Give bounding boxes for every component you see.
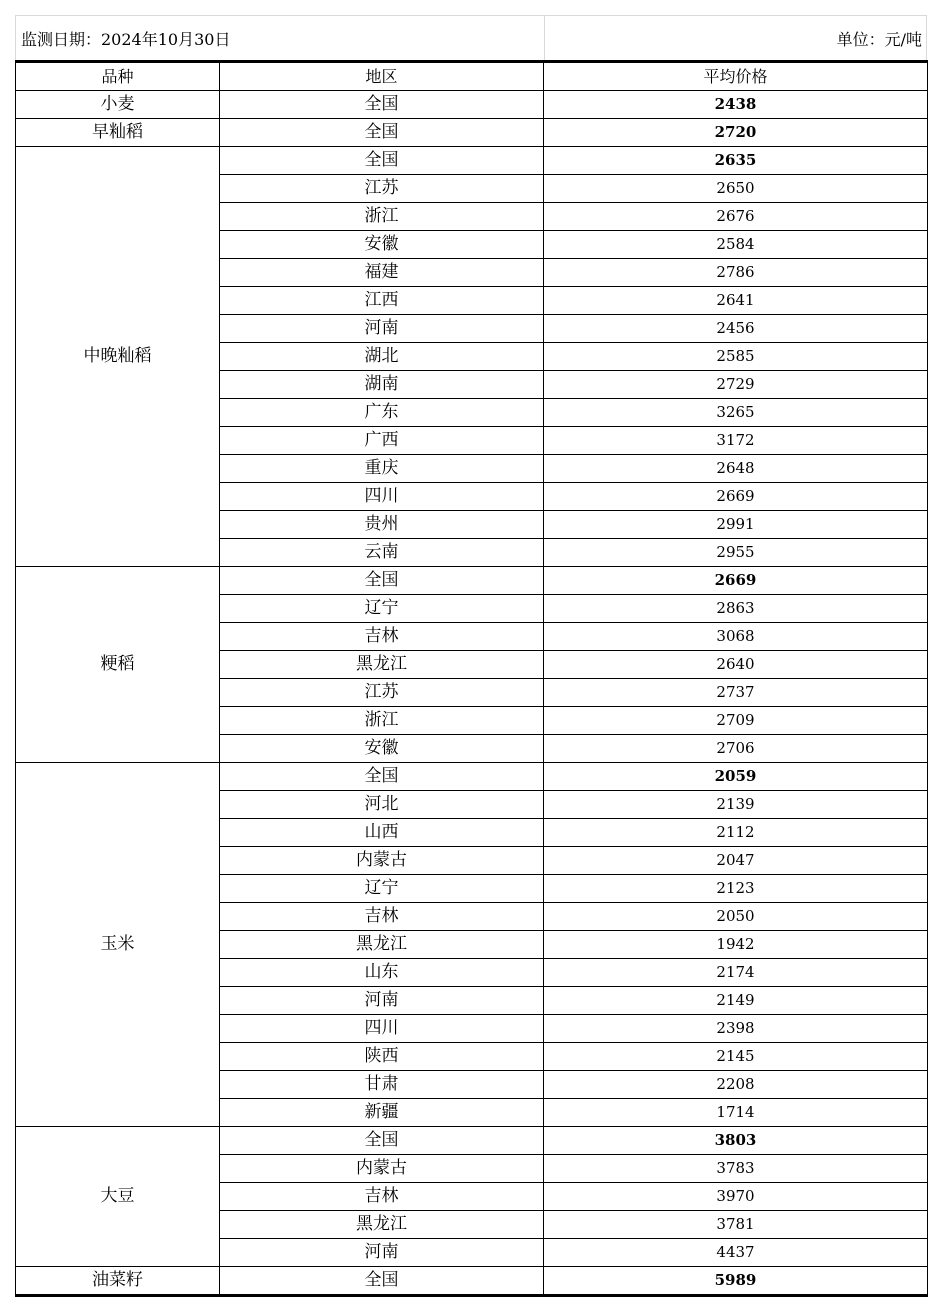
region-cell: 陕西 (220, 1043, 544, 1071)
price-cell: 3781 (544, 1211, 928, 1239)
region-cell: 江苏 (220, 679, 544, 707)
price-cell: 3172 (544, 427, 928, 455)
price-cell: 2145 (544, 1043, 928, 1071)
price-cell: 1714 (544, 1099, 928, 1127)
column-header-price: 平均价格 (544, 62, 928, 91)
price-cell: 2112 (544, 819, 928, 847)
table-row (16, 1267, 928, 1296)
price-cell: 2584 (544, 231, 928, 259)
price-cell: 2729 (544, 371, 928, 399)
price-cell: 2585 (544, 343, 928, 371)
table-body (16, 91, 928, 1296)
price-cell: 2737 (544, 679, 928, 707)
region-cell: 重庆 (220, 455, 544, 483)
region-cell: 江西 (220, 287, 544, 315)
price-cell: 2648 (544, 455, 928, 483)
column-header-variety: 品种 (16, 62, 220, 91)
unit-label: 单位：元/吨 (836, 30, 922, 49)
price-cell: 2640 (544, 651, 928, 679)
table-row (16, 763, 928, 791)
region-cell: 浙江 (220, 707, 544, 735)
region-cell: 辽宁 (220, 595, 544, 623)
variety-cell: 小麦 (16, 91, 220, 119)
monitoring-date: 监测日期：2024年10月30日 (16, 16, 545, 60)
region-cell: 浙江 (220, 203, 544, 231)
price-cell: 1942 (544, 931, 928, 959)
region-cell: 安徽 (220, 231, 544, 259)
price-cell: 2635 (544, 147, 928, 175)
region-cell: 吉林 (220, 623, 544, 651)
region-cell: 四川 (220, 483, 544, 511)
region-cell: 全国 (220, 1267, 544, 1296)
price-cell: 2863 (544, 595, 928, 623)
region-cell: 全国 (220, 763, 544, 791)
price-cell: 2676 (544, 203, 928, 231)
region-cell: 内蒙古 (220, 847, 544, 875)
price-cell: 2669 (544, 567, 928, 595)
region-cell: 福建 (220, 259, 544, 287)
price-cell: 2709 (544, 707, 928, 735)
variety-cell: 大豆 (16, 1127, 220, 1267)
price-cell: 5989 (544, 1267, 928, 1296)
price-table (15, 60, 928, 1297)
region-cell: 新疆 (220, 1099, 544, 1127)
region-cell: 全国 (220, 91, 544, 119)
table-row (16, 147, 928, 175)
region-cell: 吉林 (220, 903, 544, 931)
region-cell: 河南 (220, 987, 544, 1015)
region-cell: 四川 (220, 1015, 544, 1043)
price-cell: 3265 (544, 399, 928, 427)
table-header (16, 62, 928, 91)
price-cell: 2174 (544, 959, 928, 987)
table-row (16, 1127, 928, 1155)
price-cell: 2650 (544, 175, 928, 203)
price-cell: 2047 (544, 847, 928, 875)
region-cell: 全国 (220, 567, 544, 595)
price-cell: 2669 (544, 483, 928, 511)
region-cell: 吉林 (220, 1183, 544, 1211)
region-cell: 湖南 (220, 371, 544, 399)
price-cell: 2991 (544, 511, 928, 539)
column-header-region: 地区 (220, 62, 544, 91)
region-cell: 河南 (220, 1239, 544, 1267)
region-cell: 广东 (220, 399, 544, 427)
region-cell: 广西 (220, 427, 544, 455)
price-cell: 2641 (544, 287, 928, 315)
variety-cell: 早籼稻 (16, 119, 220, 147)
price-cell: 2050 (544, 903, 928, 931)
table-row (16, 91, 928, 119)
price-cell: 2123 (544, 875, 928, 903)
region-cell: 云南 (220, 539, 544, 567)
region-cell: 安徽 (220, 735, 544, 763)
price-cell: 2139 (544, 791, 928, 819)
variety-cell: 粳稻 (16, 567, 220, 763)
region-cell: 湖北 (220, 343, 544, 371)
price-cell: 2398 (544, 1015, 928, 1043)
region-cell: 黑龙江 (220, 931, 544, 959)
variety-cell: 玉米 (16, 763, 220, 1127)
region-cell: 甘肃 (220, 1071, 544, 1099)
price-cell: 2706 (544, 735, 928, 763)
variety-cell: 中晚籼稻 (16, 147, 220, 567)
price-cell: 3068 (544, 623, 928, 651)
region-cell: 江苏 (220, 175, 544, 203)
price-cell: 2438 (544, 91, 928, 119)
header-row (16, 62, 928, 91)
price-cell: 2456 (544, 315, 928, 343)
region-cell: 黑龙江 (220, 651, 544, 679)
region-cell: 贵州 (220, 511, 544, 539)
price-cell: 2786 (544, 259, 928, 287)
table-row (16, 119, 928, 147)
price-cell: 2720 (544, 119, 928, 147)
region-cell: 全国 (220, 1127, 544, 1155)
price-cell: 2955 (544, 539, 928, 567)
price-cell: 2059 (544, 763, 928, 791)
region-cell: 河北 (220, 791, 544, 819)
price-cell: 3803 (544, 1127, 928, 1155)
region-cell: 山西 (220, 819, 544, 847)
price-cell: 4437 (544, 1239, 928, 1267)
region-cell: 河南 (220, 315, 544, 343)
region-cell: 内蒙古 (220, 1155, 544, 1183)
price-cell: 2208 (544, 1071, 928, 1099)
region-cell: 山东 (220, 959, 544, 987)
region-cell: 全国 (220, 119, 544, 147)
table-row (16, 567, 928, 595)
region-cell: 黑龙江 (220, 1211, 544, 1239)
price-cell: 3970 (544, 1183, 928, 1211)
region-cell: 全国 (220, 147, 544, 175)
price-cell: 2149 (544, 987, 928, 1015)
price-cell: 3783 (544, 1155, 928, 1183)
variety-cell: 油菜籽 (16, 1267, 220, 1296)
region-cell: 辽宁 (220, 875, 544, 903)
report-header (15, 15, 927, 60)
